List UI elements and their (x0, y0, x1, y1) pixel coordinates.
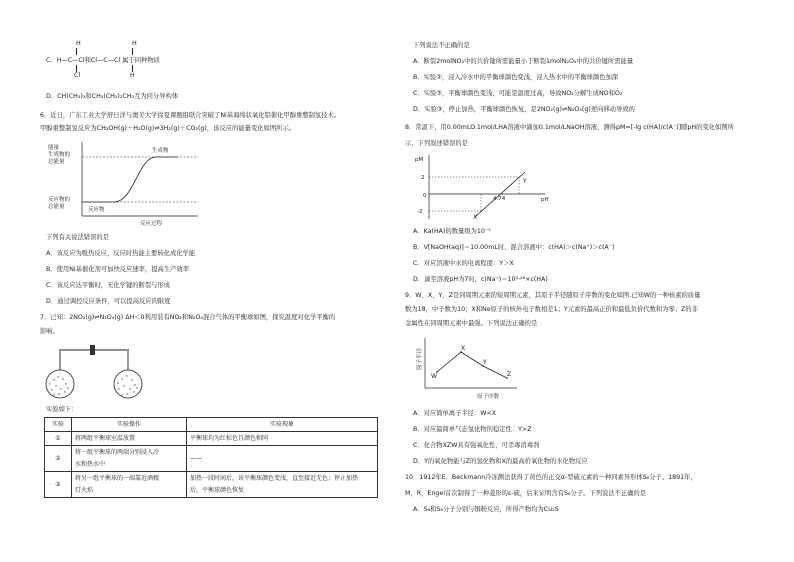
tick-y-neg2: -2 (417, 209, 423, 215)
q6-stem-line2: 甲醇重整制氢反应为CH₃OH(g)＋H₂O(g)⇌3H₂(g)＋CO₂(g)，该反应的能量变化如图所示。 (40, 125, 296, 132)
table-cell-phenomenon: —— (187, 446, 378, 472)
tick-y-2: 2 (421, 175, 425, 181)
q7-experiment-label: 实验如下： (46, 406, 78, 413)
q9-option-a: A．对应简单离子半径：W<X (413, 410, 497, 417)
table-cell-phenomenon: 加热一段时间后，该平衡球颜色变浅，直至接近无色；停止加热 后，平衡球颜色恢复 (187, 472, 378, 498)
q7-option-d: D．实验③，停止加热，平衡球颜色恢复，是2NO₂(g)⇌N₂O₄(g)逆向移动导致的 (413, 106, 635, 113)
q8-stem-line1: 8．常温下，用0.00mLO.1mol/LHA溶液中滴加0.1mol/LNaOH溶液，测得pM=[-lg c(HA)/c(A⁻)]随pH的变化如图所 (405, 124, 734, 131)
energy-y-label-1: 能量 (48, 145, 60, 151)
table-cell-phenomenon: 平衡球均为红棕色且颜色相同 (187, 432, 378, 446)
q6-stem-line1: 6．近日，广东工业大学舒日洋与澳美大学徐夏课题组联合突破了Ni基海绵状氧化铝催化甲醇重整制氢技术。 (40, 112, 341, 119)
q7-question: 下列说法不正确的是 (413, 42, 470, 49)
q5-option-d: D．CH(CH₃)₃和CH₃(CH₂)₂CH₃互为同分异构体 (46, 93, 179, 100)
table-header: 实验现象 (187, 418, 378, 432)
q6-option-c: C．该反应达平衡时，无化学键的断裂与形成 (46, 282, 171, 289)
point-z-label: Z (507, 371, 512, 378)
bond-line (76, 48, 78, 55)
table-row (45, 446, 378, 472)
table-cell-num: ② (45, 446, 72, 472)
energy-y-label-4: 反应物的 (48, 197, 71, 203)
q8-option-b: B．V[NaOH(aq)]＝10.00mL时，混合溶液中：c(HA)＞c(Na⁺)＞c(A⁻) (413, 244, 615, 251)
table-header: 实验操作 (72, 418, 187, 432)
pm-axis-label: pM (415, 157, 424, 163)
bond-line (132, 65, 134, 72)
q9-option-d: D．Y的氧化物能与Z的氢化物和X的最高价氧化物的水化物反应 (413, 458, 588, 465)
tube-clamp (90, 345, 95, 355)
table-cell-op: 将两组平衡球室温放置 (72, 432, 187, 446)
experiment-table (44, 417, 378, 498)
q9-option-b: B．对应最简单气态氢化物的稳定性：Y>Z (413, 426, 532, 433)
reactant-label: 反应物 (88, 207, 105, 213)
q6-option-d: D．通过调控反应条件，可以提高反应的限度 (46, 298, 171, 305)
energy-y-label-2: 生成物的 (48, 152, 71, 158)
q8-option-d: D．滴至溶液pH为7时，c(Na⁺)＝10²·²⁶×c(HA) (413, 276, 548, 283)
product-label: 生成物 (152, 148, 169, 154)
point-w-label: W (431, 373, 437, 380)
ph-axis-label: pH (541, 197, 549, 203)
table-cell-num: ③ (45, 472, 72, 498)
q9-option-c: C．化合物XZW具有强氧化性，可杀毒消毒剂 (413, 442, 540, 449)
q6-question: 下列有关说法错误的是 (46, 234, 109, 241)
point-x-label: X (473, 214, 478, 221)
table-header-row (45, 418, 378, 432)
q7-option-b: B．实验②，浸入冷水中的平衡球颜色变浅，浸入热水中的平衡球颜色加深 (413, 74, 619, 81)
point-y-label: Y (483, 359, 487, 366)
q9-stem-line1: 9．W、X、Y、Z是同周期元素的短周期元素，其原子半径随原子序数的变化如图.已知W的一种核素的质量 (405, 292, 701, 299)
energy-y-label-5: 总能量 (48, 204, 65, 210)
atomic-radius-chart (417, 336, 527, 402)
tick-origin: 0 (423, 193, 427, 199)
pm-line (475, 172, 525, 217)
q7-stem-line2: 影响。 (40, 328, 59, 335)
q6-option-a: A．该反应为吸热反应，反应时热能主要转化成化学能 (46, 250, 196, 257)
q8-option-a: A．Ka(HA)的数量级为10⁻⁵ (413, 228, 491, 235)
q5-option-c-bottom-cl: Cl (74, 72, 81, 79)
q10-option-a: A．S₆和S₈分子分别与铜粉反应，所得产物均为Cu₂S (413, 506, 559, 513)
q10-stem-line2: M，R，Engel首次制得了一种菱形的ε-硫，后来证明含有S₆分子。下列说法不正确的是 (405, 490, 647, 497)
energy-diagram (48, 140, 228, 230)
q7-stem-line1: 7．已知：2NO₂(g)⇌N₂O₄(g) ΔH＜0利用装有NO₂和N₂O₄混合气体的平衡球如图，探究温度对化学平衡的 (40, 314, 336, 321)
radius-trend-line (437, 352, 507, 378)
energy-y-label-3: 总能量 (48, 159, 65, 165)
pm-ph-chart (415, 153, 555, 223)
radius-axis-label: 原子半径 (417, 347, 423, 370)
point-x-label: X (461, 345, 466, 352)
energy-curve (82, 157, 178, 202)
tick-x-474: 4.74 (493, 196, 506, 202)
equilibrium-flask-figure (44, 342, 154, 400)
q9-stem-line2: 数为18，中子数为10；X和Ne原子的核外电子数相差1；Y元素的最高正价和最低负价代数和为零；Z的非 (405, 306, 698, 313)
q6-option-b: B．使用Ni基催化剂可加快反应速率，提高生产效率 (46, 266, 190, 273)
q5-option-c-bottom-h: H (130, 72, 135, 79)
left-column: H H C．H—C—Cl和Cl—C—Cl 属于同种物质 Cl H D．CH(CH₃)₃和CH₃(CH₂)₂CH₃互为同分异构体 6．近日，广东工业大学舒日洋与澳美大学徐夏课题组联合突破了Ni基海绵状氧化铝催化甲醇重整制氢技术。 甲醇重整制氢反应为CH₃OH(g)＋H₂O(g)⇌3H₂(g)＋CO₂(g)，该反应的能量变化如图所示。 能量 生成物的 总能量 反应物的 总能量 生成物 反应物 反应过程 下列有关说法错误的是 A．该反应为吸热反应，反应时热能主要转化成化学能 B．使用Ni基催化剂可加快反应速率，提高生产效率 C．该反应达平衡时，无化学键的断裂与形成 D．通过调控反应条件，可以提高反应的限度 7．已知：2NO₂(g)⇌N₂O₄(g) ΔH＜0利用装有NO₂和N₂O₄混合气体的平衡球如图，探究温度对化学平衡的 影响。 实验如下： 实验 实验操作 实验现象 ① 将两组平衡球室温放置 平衡球均为红棕色且颜色相同 ② 将一组平衡球的两端分别浸入冷 水和热水中 —— ③ 将另一组平衡球的一端靠近酒精 灯火焰 加热一段时间后，该平衡球颜色变浅，直至接近无色；停止加热 后，平衡球颜色恢复 (40, 0, 385, 562)
bond-line (76, 65, 78, 72)
table-row (45, 472, 378, 498)
table-cell-op: 将一组平衡球的两端分别浸入冷 水和热水中 (72, 446, 187, 472)
table-cell-op: 将另一组平衡球的一端靠近酒精 灯火焰 (72, 472, 187, 498)
right-flask (114, 370, 142, 398)
bond-line (132, 48, 134, 55)
table-row (45, 432, 378, 446)
energy-x-label: 反应过程 (140, 221, 163, 227)
q10-stem-line1: 10．1912年E．Beckmann冷冻测法获得了黄色的正交α-型硫元素的一种同素异形体S₈分子。1891年， (405, 474, 697, 481)
q8-option-c: C．对应溶液中水的电离程度：Y＞X (413, 260, 514, 267)
q7-option-c: C．实验③，平衡球颜色变浅，可能是温度过高，导致NO₂分解生成NO和O₂ (413, 90, 623, 97)
table-cell-num: ① (45, 432, 72, 446)
table-header: 实验 (45, 418, 72, 432)
right-column (405, 0, 765, 562)
q9-stem-line3: 金属性在同周期元素中最强。下列说法正确的是 (405, 320, 538, 327)
q8-stem-line2: 示，下列叙述错误的是 (405, 140, 468, 147)
point-y-label: Y (523, 178, 527, 185)
q7-option-a: A．断裂2molNO₂中的共价键所需能量小于断裂1molN₂O₄中的共价键所需能量 (413, 58, 634, 65)
q5-option-c: C．H—C—Cl和Cl—C—Cl 属于同种物质 (46, 57, 160, 64)
atomic-number-label: 原子序数 (477, 394, 500, 400)
